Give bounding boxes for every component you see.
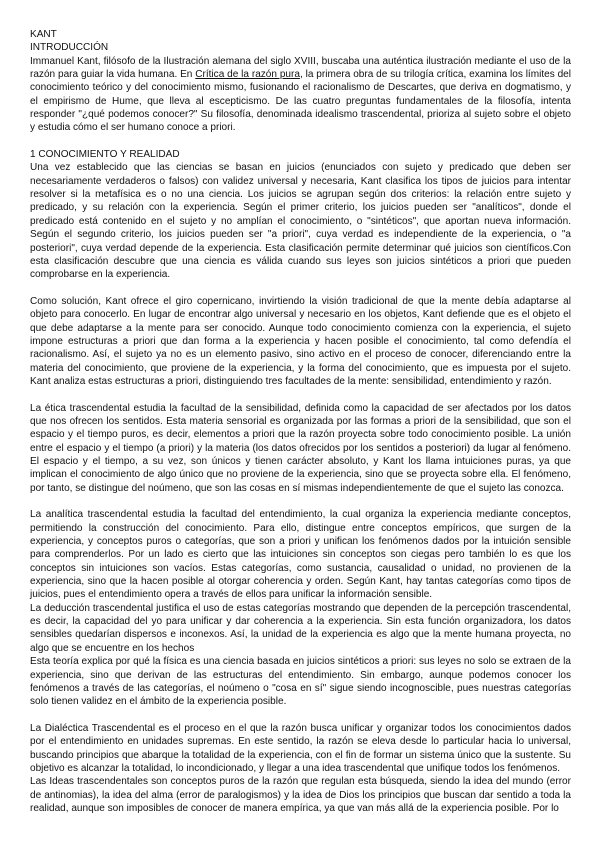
paragraph-transcendental-dialectic: La Dialéctica Trascendental es el proceso en el que la razón busca unificar y organizar todos los conocimientos dados por el entendimiento en unidades supremas. En este sentido, la razón se eleva desde lo particular hacia lo universal, buscando principios que abarque la totalidad de la experiencia, con el fin de formar un sistema único que la sustente. Su objetivo es alcanzar la totalidad, lo incondicionado, y llegar a una idea trascendental que unifique todos los fenómenos. — [30, 722, 571, 774]
paragraph-copernican-turn: Como solución, Kant ofrece el giro copernicano, invirtiendo la visión tradicional de que la mente debía adaptarse al objeto para conocerlo. En lugar de encontrar algo universal y necesario en los objetos, Kant defiende que es el objeto el que debe adaptarse a la mente para ser conocido. Aunque todo conocimiento comienza con la experiencia, el sujeto impone estructuras a priori que dan forma a la experiencia y hacen posible el conocimiento, tal como defendía el racionalismo. Así, el sujeto ya no es un elemento pasivo, sino activo en el proceso de conocer, diferenciando entre la materia del conocimiento, que proviene de la experiencia, y la forma del conocimiento, que es impuesta por el sujeto. Kant analiza estas estructuras a priori, distinguiendo tres facultades de la mente: sensibilidad, entendimiento y razón. — [30, 295, 571, 387]
spacer — [30, 282, 571, 295]
intro-paragraph — [30, 55, 571, 135]
section-heading: 1 CONOCIMIENTO Y REALIDAD — [30, 149, 180, 161]
paragraph-transcendental-ideas: Las Ideas trascendentales son conceptos puros de la razón que regulan esta búsqueda, siendo la idea del mundo (error de antinomias), la idea del alma (error de paralogismos) y la idea de Dios los principios que buscan dar sentido a toda la realidad, aunque son imposibles de conocer de manera empírica, ya que van más allá de la experiencia posible. Por lo — [30, 776, 571, 814]
intro-text-start: Immanuel Kant, filósofo de la Ilustración alemana del siglo XVIII, buscaba una auténtica ilustración mediante el uso de la razón para guiar la vida humana. En — [30, 55, 571, 81]
document-title: KANT — [30, 29, 57, 40]
paragraph-transcendental-analytic: La analítica trascendental estudia la facultad del entendimiento, la cual organiza la experiencia mediante conceptos, permitiendo la construcción del conocimiento. Para ello, distingue entre conceptos empíricos, que surgen de la experiencia, y conceptos puros o categorías, que son a priori y unifican los fenómenos dados por la intuición sensible para comprenderlos. Por un lado es cierto que las intuiciones sin conceptos son ciegas pero también lo es que los conceptos sin intuiciones son vacíos. Estas categorías, como sustancia, causalidad o unidad, no provienen de la experiencia, sino que la hacen posible al otorgar coherencia y orden. Según Kant, hay tantas categorías como tipos de juicios, pues el entendimiento opera a través de ellos para unificar la información sensible. — [30, 509, 571, 601]
spacer — [30, 388, 571, 401]
book-title-link[interactable]: Crítica de la razón pura — [195, 69, 300, 81]
spacer — [30, 709, 571, 722]
paragraph-judgments: Una vez establecido que las ciencias se basan en juicios (enunciados con sujeto y predicado que deben ser necesariamente verdaderos o falsos) con validez universal y necesaria, Kant clasifica los tipos de juicios para intentar resolver si la metafísica es o no una ciencia. Los juicios se agrupan según dos criterios: la relación entre sujeto y predicado, y su relación con la experiencia. Según el primer criterio, los juicios pueden ser "analíticos", donde el predicado está contenido en el sujeto y no amplían el conocimiento, o "sintéticos", que aportan nueva información. Según el segundo criterio, los juicios pueden ser "a priori", cuya verdad es independiente de la experiencia, o "a posteriori", cuya verdad depende de la experiencia. Esta clasificación permite determinar qué juicios son científicos.Con esta clasificación descubre que una ciencia es válida cuando sus leyes son juicios sintéticos a priori que pueden comprobarse en la experiencia. — [30, 162, 571, 281]
spacer — [30, 495, 571, 508]
paragraph-transcendental-deduction: La deducción trascendental justifica el uso de estas categorías mostrando que dependen de la percepción trascendental, es decir, la capacidad del yo para unificar y dar coherencia a la experiencia. Sin esta función organizadora, los datos sensibles quedarían dispersos e inconexos. Así, la unidad de la experiencia es algo que la mente humana proyecta, no algo que se encuentre en los hechos — [30, 602, 571, 654]
intro-heading: INTRODUCCIÓN — [30, 42, 109, 54]
paragraph-physics-science: Esta teoría explica por qué la física es una ciencia basada en juicios sintéticos a priori: sus leyes no solo se extraen de la experiencia, sino que derivan de las estructuras del entendimiento. Sin embargo, aunque podemos conocer los fenómenos a través de las categorías, el noúmeno o "cosa en sí" sigue siendo incognoscible, pues nuestras categorías solo tienen validez en el ámbito de la experiencia posible. — [30, 656, 571, 708]
document-page — [30, 28, 571, 815]
spacer — [30, 135, 571, 148]
paragraph-transcendental-aesthetic: La ética trascendental estudia la facultad de la sensibilidad, definida como la capacidad de ser afectados por los datos que nos ofrecen los sentidos. Esta materia sensorial es organizada por las formas a priori de la sensibilidad, que son el espacio y el tiempo puros, es decir, elementos a priori que la razón proyecta sobre todo conocimiento posible. La unión entre el espacio y el tiempo (a priori) y la materia (los datos ofrecidos por los sentidos a posteriori) da lugar al fenómeno. El espacio y el tiempo, a su vez, son únicos y tienen carácter absoluto, y Kant los llama intuiciones puras, ya que implican el conocimiento de algo único que no proviene de la experiencia, sino que se proyecta sobre ella. El fenómeno, por tanto, se distingue del noúmeno, que son las cosas en sí mismas independientemente de que el sujeto las conozca. — [30, 402, 571, 494]
intro-text-end: , la primera obra de su trilogía crítica, examina los límites del conocimiento teórico y del conocimiento mismo, fusionando el racionalismo de Descartes, que deriva en dogmatismo, y el empirismo de Hume, que lleva al escepticismo. De las cuatro preguntas fundamentales de la filosofía, intenta responder "¿qué podemos conocer?" Su filosofía, denominada idealismo trascendental, prioriza al sujeto sobre el objeto y estudia cómo el ser humano conoce a priori. — [30, 69, 571, 134]
